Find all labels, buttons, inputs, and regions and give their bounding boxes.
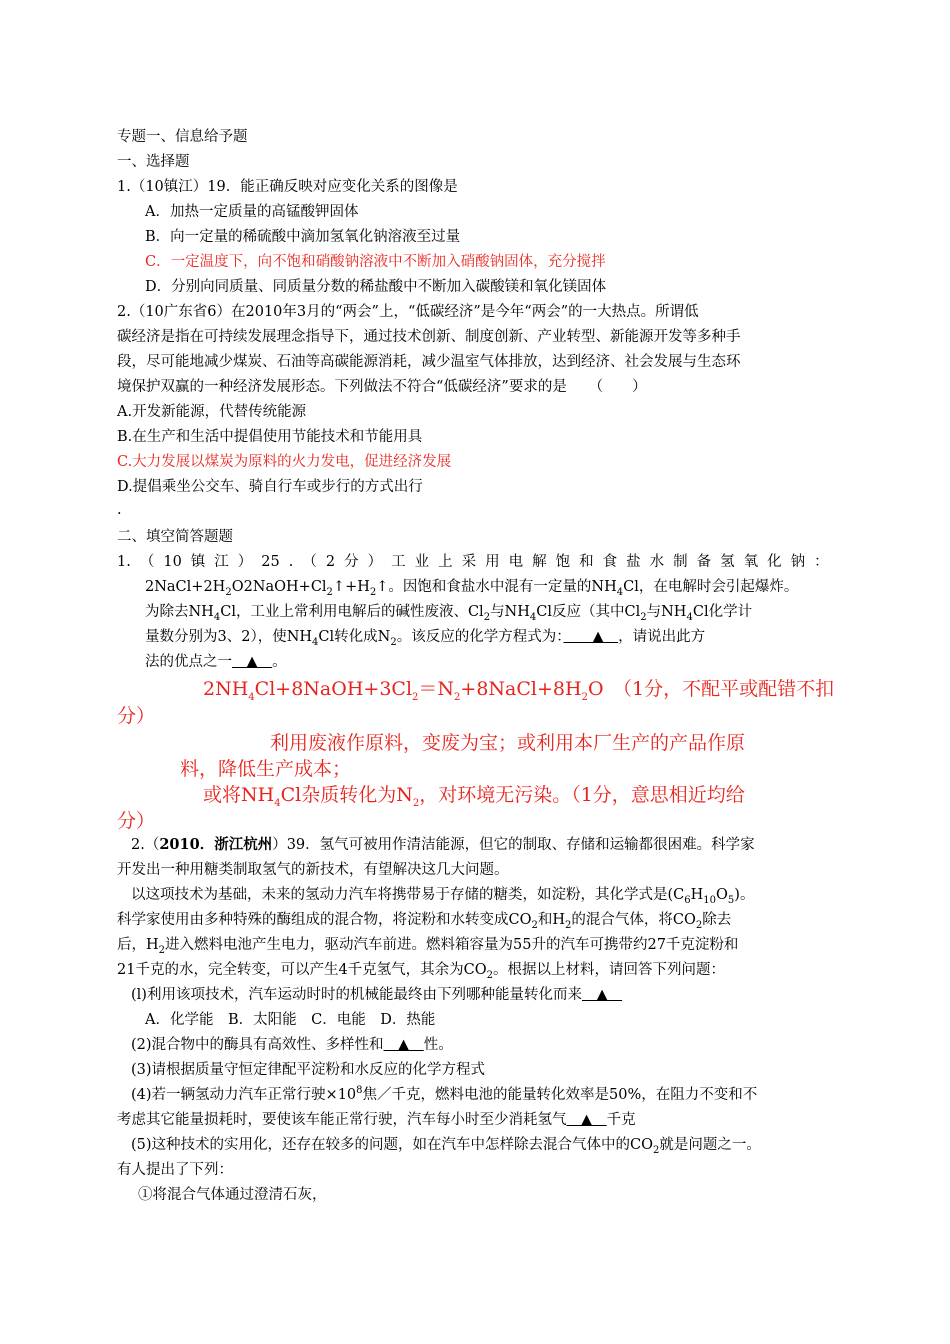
f1-line-1-char: ） xyxy=(367,554,383,570)
answer-blank: ▲ xyxy=(581,987,623,1003)
f1-line-1-char: 业 xyxy=(414,554,430,570)
answer-blank: ▲ xyxy=(383,1037,424,1053)
f1-line-1-char: 和 xyxy=(579,554,594,570)
q2-option-d: D.提倡乘坐公交车、骑自行车或步行的方式出行 xyxy=(117,479,423,495)
f2-part-4-cont: 考虑其它能量损耗时，要使该车能正常行驶，汽车每小时至少消耗氢气 ▲ 千克 xyxy=(117,1112,636,1128)
f1-line-1-char: 25 xyxy=(261,554,280,570)
f1-line-1-char: 镇 xyxy=(190,554,206,570)
f2-part-4: (4)若一辆氢动力汽车正常行驶$\times 10^8$焦／千克，燃料电池的能量转化效率是50%，在阻力不变和不 xyxy=(131,1085,758,1103)
q1-option-d: D．分别向同质量、同质量分数的稀盐酸中不断加入碳酸镁和氧化镁固体 xyxy=(145,279,607,295)
q2-line-2: 碳经济是指在可持续发展理念指导下，通过技术创新、制度创新、产业转型、新能源开发等多种手 xyxy=(117,329,741,345)
f2-part-1: (l)利用该项技术，汽车运动时时的机械能最终由下列哪种能量转化而来 ▲ xyxy=(131,987,623,1003)
q1-option-a: A．加热一定质量的高锰酸钾固体 xyxy=(145,204,359,220)
f1-answer-equation-cont: 分） xyxy=(117,705,156,727)
f1-answer-advantage-2: 或将$NH_4Cl$杂质转化为$N_2$，对环境无污染。（1分，意思相近均给 xyxy=(203,784,745,809)
f1-line-1-char: 钠 xyxy=(790,554,806,570)
f1-line-1-char: 1. xyxy=(117,554,131,570)
section-choice-title: 一、选择题 xyxy=(117,154,190,170)
f1-answer-advantage-1-cont: 料，降低生产成本； xyxy=(180,758,352,780)
f1-line-1-char: 用 xyxy=(485,554,500,570)
f2-line-5: 后，$H_2$进入燃料电池产生电力，驱动汽车前进。燃料箱容量为55升的汽车可携带约27千克淀粉和 xyxy=(117,937,739,956)
f1-line-1-char: 10 xyxy=(163,554,182,570)
section-fill-title: 二、填空简答题题 xyxy=(117,529,233,545)
f2-part-3: (3)请根据质量守恒定律配平淀粉和水反应的化学方程式 xyxy=(131,1062,486,1078)
f1-line-4: 量数分别为3、2），使$NH_4Cl$转化成$N_2$。该反应的化学方程式为： ▲ ，请说出此方 xyxy=(145,629,706,648)
f2-line-3: 以这项技术为基础，未来的氢动力汽车将携带易于存储的糖类，如淀粉，其化学式是$(C_6H_{10}O_5)$。 xyxy=(131,887,755,906)
f2-line-6: 21千克的水，完全转变，可以产生4千克氢气，其余为$CO_2$。根据以上材料，请回答下列问题： xyxy=(117,962,726,981)
f2-line-2: 开发出一种用糖类制取氢气的新技术，有望解决这几大问题。 xyxy=(117,862,509,878)
f1-answer-equation: $2NH_4Cl+8NaOH+3Cl_2=N_2+8NaCl+8H_2O$ （1分，不配平或配错不扣 xyxy=(203,678,835,703)
f1-line-1-char: 采 xyxy=(461,554,477,570)
f1-line-1-char: ： xyxy=(814,554,829,570)
f1-line-1-char: 水 xyxy=(649,554,665,570)
f1-line-1 xyxy=(117,552,829,572)
answer-blank: ▲ xyxy=(563,629,619,645)
f1-line-1-char: （ xyxy=(302,554,317,570)
f2-part-1-options: A．化学能 B．太阳能 C．电能 D．热能 xyxy=(145,1012,436,1028)
f1-line-1-char: 盐 xyxy=(626,554,641,570)
q2-line-3: 段，尽可能地减少煤炭、石油等高碳能源消耗，减少温室气体排放，达到经济、社会发展与生态环 xyxy=(117,354,741,370)
f1-line-1-char: 工 xyxy=(391,554,406,570)
f1-line-1-char: 解 xyxy=(532,554,547,570)
f1-line-1-char: 分 xyxy=(344,554,359,570)
f1-line-1-char: 氢 xyxy=(720,554,735,570)
q2-option-b: B.在生产和生活中提倡使用节能技术和节能用具 xyxy=(117,429,423,445)
f2-line-1: 2.（2010．浙江杭州）39．氢气可被用作清洁能源，但它的制取、存储和运输都很困难。科学家 xyxy=(131,836,755,853)
f1-line-1-char: 化 xyxy=(767,554,782,570)
answer-blank: ▲ xyxy=(232,654,273,670)
f2-part-5: (5)这种技术的实用化，还存在较多的问题，如在汽车中怎样除去混合气体中的$CO_2$就是问题之一。 xyxy=(131,1137,761,1156)
f2-part-5-item-1: ①将混合气体通过澄清石灰， xyxy=(138,1187,327,1203)
f1-line-1-char: 制 xyxy=(673,554,688,570)
f1-line-1-char: 2 xyxy=(325,554,336,570)
f2-part-5-cont: 有人提出了下列： xyxy=(117,1162,233,1178)
f1-line-2: $2NaCl+2H_2O2NaOH+Cl_2↑+H_2↑$。因饱和食盐水中混有一定量的$NH_4Cl$，在电解时会引起爆炸。 xyxy=(145,579,799,598)
f1-line-1-char: 江 xyxy=(214,554,229,570)
f1-line-1-char: ） xyxy=(237,554,253,570)
f1-line-1-char: 电 xyxy=(508,554,524,570)
f1-line-1-char: 食 xyxy=(602,554,618,570)
f1-line-1-char: 饱 xyxy=(555,554,571,570)
q2-option-a: A.开发新能源，代替传统能源 xyxy=(117,404,307,420)
answer-blank: ▲ xyxy=(566,1112,607,1128)
f1-line-1-char: 备 xyxy=(696,554,712,570)
f1-line-3: 为除去$NH_4Cl$，工业上常利用电解后的碱性废液、$Cl_2$与$NH_4Cl$反应（其中$Cl_2$与$NH_4Cl$化学计 xyxy=(145,604,753,623)
f1-line-1-char: （ xyxy=(139,554,155,570)
q1-option-c: C．一定温度下，向不饱和硝酸钠溶液中不断加入硝酸钠固体，充分搅拌 xyxy=(145,254,606,270)
f1-line-1-char: 氧 xyxy=(743,554,759,570)
f2-part-2: (2)混合物中的酶具有高效性、多样性和 ▲ 性。 xyxy=(131,1037,453,1053)
f1-line-5: 法的优点之一 ▲ 。 xyxy=(145,654,287,670)
f1-answer-advantage-1: 利用废液作原料，变废为宝；或利用本厂生产的产品作原 xyxy=(270,732,746,754)
q1-stem: 1.（10镇江）19．能正确反映对应变化关系的图像是 xyxy=(117,179,458,195)
page-heading: 专题一、信息给予题 xyxy=(117,129,248,145)
q2-option-c: C.大力发展以煤炭为原料的火力发电，促进经济发展 xyxy=(117,454,452,470)
f1-answer-advantage-2-cont: 分） xyxy=(117,810,156,832)
q2-line-4: 境保护双赢的一种经济发展形态。下列做法不符合“低碳经济”要求的是 （ ） xyxy=(117,379,647,395)
f2-line-4: 科学家使用由多种特殊的酶组成的混合物，将淀粉和水转变成$CO_2$和$H_2$的混合气体，将$CO_2$除去 xyxy=(117,912,732,931)
f1-line-1-char: 上 xyxy=(438,554,453,570)
stray-dot: . xyxy=(117,502,122,518)
f1-line-1-char: . xyxy=(288,554,294,570)
q2-line-1: 2.（10广东省6）在2010年3月的“两会”上，“低碳经济”是今年“两会”的一大热点。所谓低 xyxy=(117,304,699,320)
q1-option-b: B．向一定量的稀硫酸中滴加氢氧化钠溶液至过量 xyxy=(145,229,461,245)
